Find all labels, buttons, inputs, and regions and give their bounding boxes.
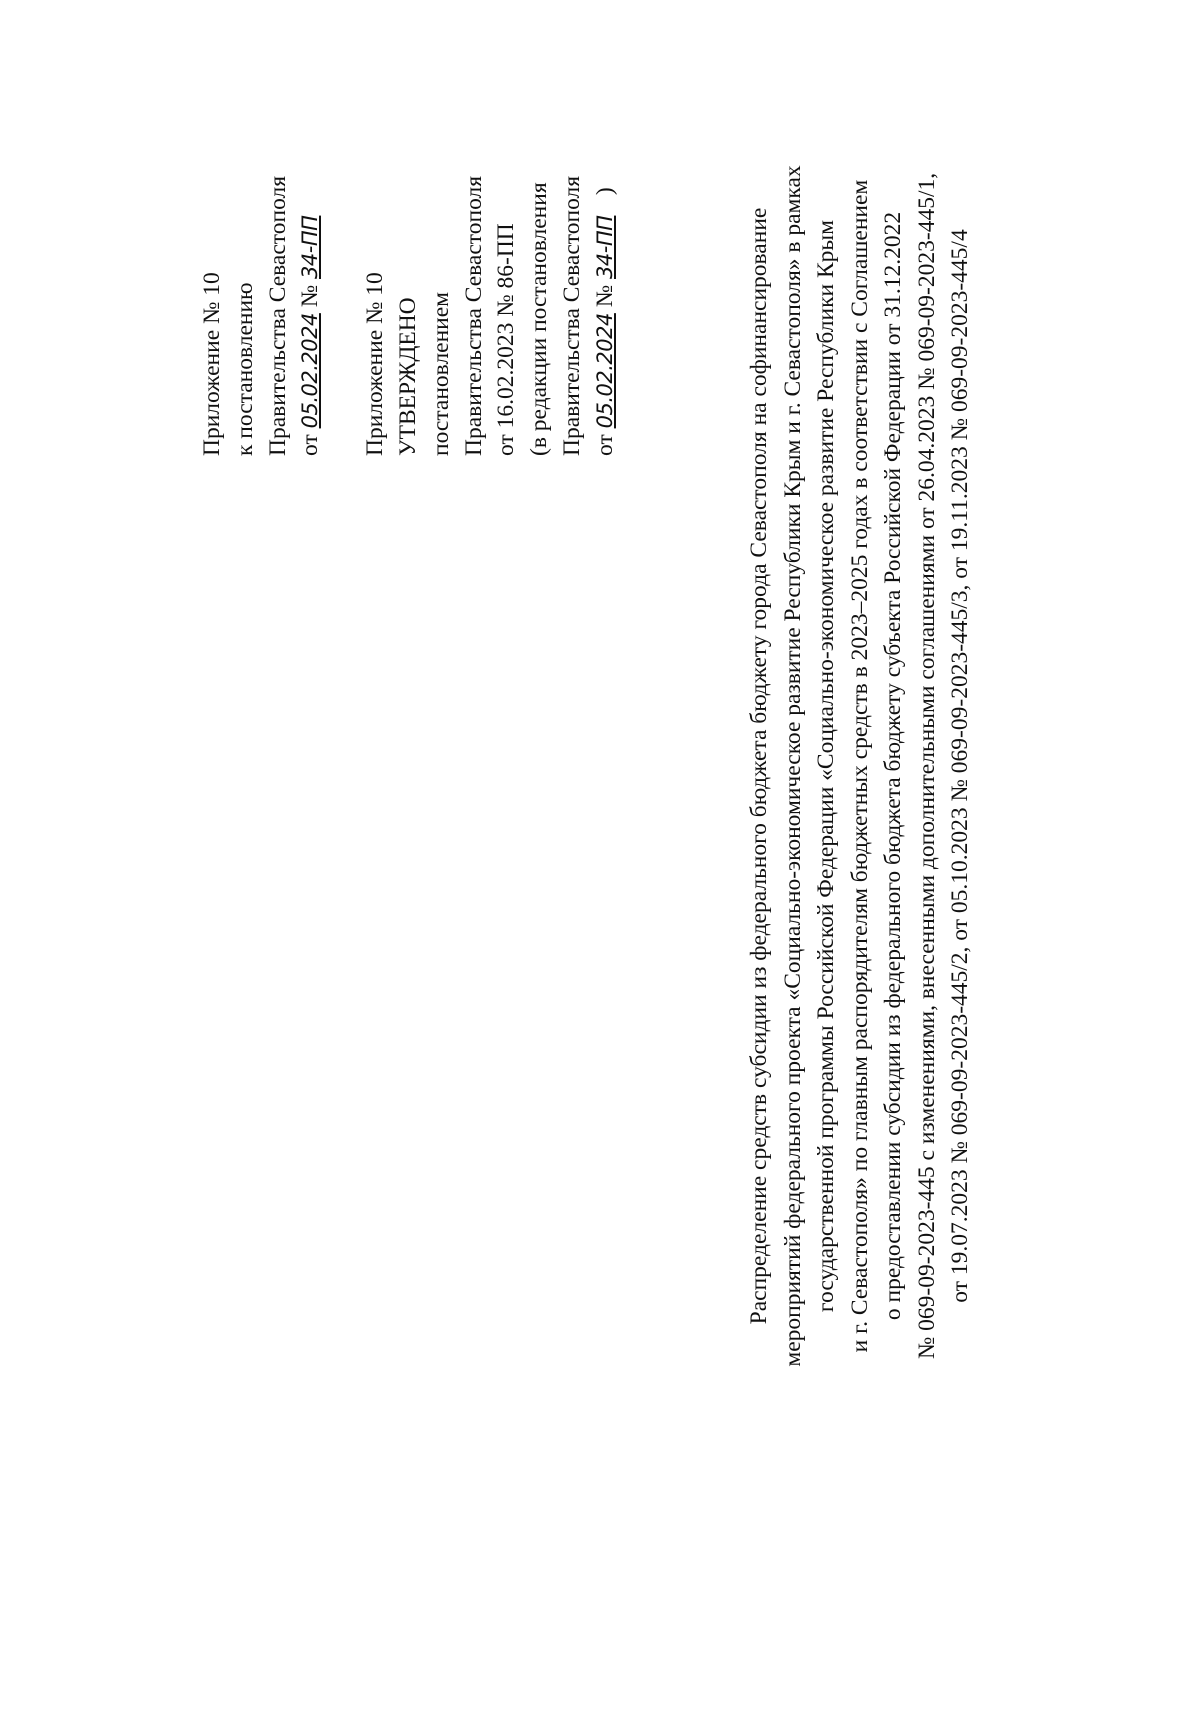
by-resolution-label: постановлением: [427, 291, 454, 456]
ot-prefix: от: [591, 434, 618, 456]
title-line: от 19.07.2023 № 069-09-2023-445/2, от 05.10.2023 № 069-09-2023-445/3, от 19.11.2023 № 069-09-2023-445/4: [947, 229, 973, 1303]
number-prefix: №: [297, 284, 324, 308]
title-line: и г. Севастополя» по главным распорядителям бюджетных средств в 2023–2025 годах в соответствии с Соглашением: [846, 179, 873, 1353]
ot-prefix: от: [297, 434, 324, 456]
government-label: Правительства Севастополя: [558, 175, 585, 456]
title-line: Распределение средств субсидии из федерального бюджета бюджету города Севастополя на софинансирование: [746, 207, 772, 1325]
handwritten-date: 05.02.2024: [592, 313, 617, 429]
handwritten-number: 34-ПП: [592, 215, 617, 279]
approved-label: УТВЕРЖДЕНО: [394, 297, 421, 456]
title-line: государственной программы Российской Федерации «Социально-экономическое развитие Республики Крым: [813, 219, 839, 1313]
number-prefix: №: [591, 284, 618, 308]
title-line: о предоставлении субсидии из федерального бюджета бюджету субъекта Российской Федерации от 31.12.2022: [880, 211, 906, 1321]
handwritten-date: 05.02.2024: [298, 313, 323, 429]
edition-date-line: [589, 26, 622, 456]
appendix-label: Приложение № 10: [362, 272, 389, 456]
title-line: № 069-09-2023-445 с изменениями, внесенными дополнительными соглашениями от 26.04.2023 № 069-09-2023-445/1,: [913, 172, 940, 1360]
to-resolution-label: к постановлению: [231, 282, 258, 456]
appendix-label: Приложение № 10: [199, 272, 225, 456]
government-label: Правительства Севастополя: [460, 175, 487, 456]
approval-block: [196, 26, 622, 456]
handwritten-number: 34-ПП: [298, 215, 323, 279]
document-title: [743, 46, 978, 1486]
original-resolution-line: от 16.02.2023 № 86-ПП: [493, 223, 520, 456]
closing-paren: ): [591, 187, 618, 196]
edition-label: (в редакции постановления: [526, 182, 553, 456]
resolution-date-line: [294, 26, 327, 456]
government-label: Правительства Севастополя: [264, 175, 291, 456]
title-line: мероприятий федерального проекта «Социально-экономическое развитие Республики Крым и г. Севастополя» в рамках: [779, 165, 806, 1367]
